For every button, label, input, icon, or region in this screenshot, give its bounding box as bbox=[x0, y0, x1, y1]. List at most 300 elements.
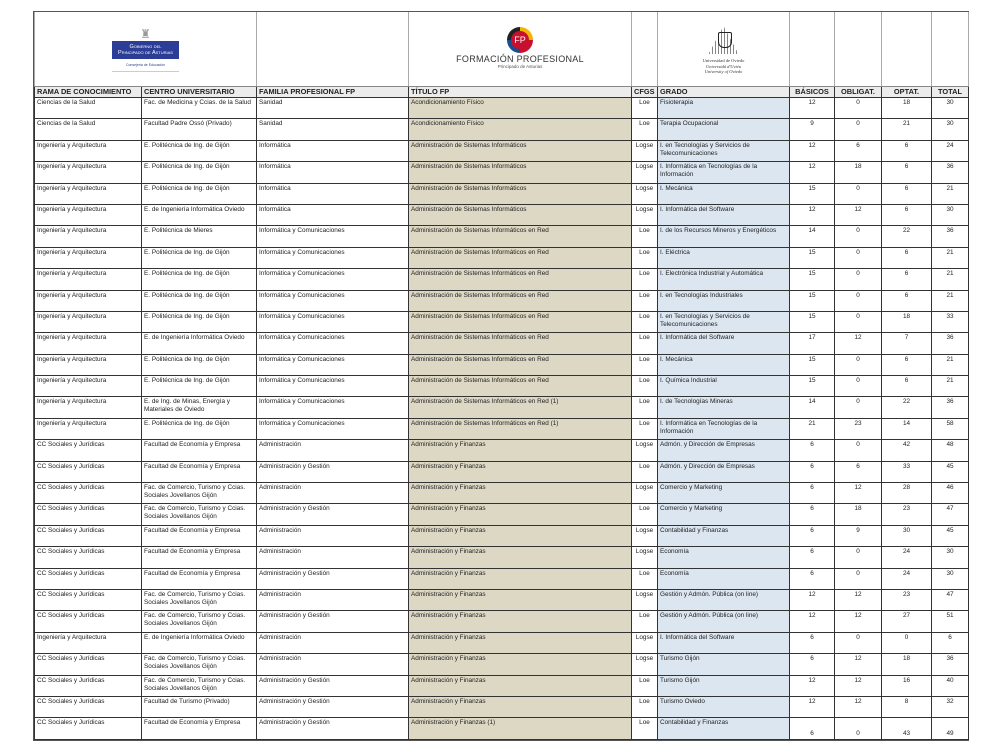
familia-cell[interactable]: Administración bbox=[257, 632, 409, 653]
grado-cell[interactable]: I. en Tecnologías y Servicios de Telecomunicaciones bbox=[658, 140, 790, 161]
rama-cell[interactable]: Ingeniería y Arquitectura bbox=[35, 247, 142, 268]
grado-cell[interactable]: I. Mecánica bbox=[658, 183, 790, 204]
obligat-cell[interactable]: 23 bbox=[835, 418, 882, 439]
optat-cell[interactable]: 23 bbox=[882, 589, 932, 610]
optat-cell[interactable]: 21 bbox=[882, 119, 932, 140]
total-cell[interactable]: 47 bbox=[932, 589, 969, 610]
rama-cell[interactable]: CC Sociales y Jurídicas bbox=[35, 568, 142, 589]
basicos-cell[interactable]: 12 bbox=[790, 140, 835, 161]
grado-cell[interactable]: I. Eléctrica bbox=[658, 247, 790, 268]
titulo-cell[interactable]: Administración de Sistemas Informáticos en Red bbox=[409, 226, 632, 247]
centro-cell[interactable]: Fac. de Comercio, Turismo y Ccias. Sociales Jovellanos Gijón bbox=[142, 675, 257, 696]
total-cell[interactable]: 30 bbox=[932, 98, 969, 119]
grado-cell[interactable]: Gestión y Admón. Pública (on line) bbox=[658, 611, 790, 632]
total-cell[interactable]: 33 bbox=[932, 311, 969, 332]
grado-cell[interactable]: I. Informática en Tecnologías de la Información bbox=[658, 162, 790, 183]
rama-cell[interactable]: Ingeniería y Arquitectura bbox=[35, 183, 142, 204]
grado-cell[interactable]: Admón. y Dirección de Empresas bbox=[658, 461, 790, 482]
grado-cell[interactable]: I. Informática en Tecnologías de la Información bbox=[658, 418, 790, 439]
total-cell[interactable]: 48 bbox=[932, 440, 969, 461]
rama-cell[interactable]: CC Sociales y Jurídicas bbox=[35, 654, 142, 675]
obligat-cell[interactable]: 0 bbox=[835, 354, 882, 375]
centro-cell[interactable]: E. Politécnica de Ing. de Gijón bbox=[142, 376, 257, 397]
basicos-cell[interactable]: 6 bbox=[790, 568, 835, 589]
optat-cell[interactable]: 22 bbox=[882, 226, 932, 247]
total-cell[interactable]: 40 bbox=[932, 675, 969, 696]
titulo-cell[interactable]: Administración de Sistemas Informáticos en Red bbox=[409, 354, 632, 375]
centro-cell[interactable]: Fac. de Comercio, Turismo y Ccias. Sociales Jovellanos Gijón bbox=[142, 654, 257, 675]
familia-cell[interactable]: Administración bbox=[257, 483, 409, 504]
total-cell[interactable]: 45 bbox=[932, 461, 969, 482]
grado-cell[interactable]: I. Electrónica Industrial y Automática bbox=[658, 269, 790, 290]
total-cell[interactable]: 58 bbox=[932, 418, 969, 439]
cfgs-cell[interactable]: Loe bbox=[632, 119, 658, 140]
titulo-cell[interactable]: Acondicionamiento Físico bbox=[409, 119, 632, 140]
basicos-cell[interactable]: 6 bbox=[790, 440, 835, 461]
cfgs-cell[interactable]: Loe bbox=[632, 696, 658, 717]
centro-cell[interactable]: Fac. de Comercio, Turismo y Ccias. Sociales Jovellanos Gijón bbox=[142, 611, 257, 632]
cfgs-cell[interactable]: Loe bbox=[632, 675, 658, 696]
obligat-cell[interactable]: 9 bbox=[835, 525, 882, 546]
rama-cell[interactable]: Ingeniería y Arquitectura bbox=[35, 140, 142, 161]
cfgs-cell[interactable]: Loe bbox=[632, 718, 658, 739]
total-cell[interactable]: 46 bbox=[932, 483, 969, 504]
rama-cell[interactable]: Ingeniería y Arquitectura bbox=[35, 311, 142, 332]
basicos-cell[interactable]: 15 bbox=[790, 376, 835, 397]
obligat-cell[interactable]: 12 bbox=[835, 611, 882, 632]
grado-cell[interactable]: I. Informática del Software bbox=[658, 333, 790, 354]
optat-cell[interactable]: 18 bbox=[882, 98, 932, 119]
optat-cell[interactable]: 24 bbox=[882, 547, 932, 568]
cfgs-cell[interactable]: Logse bbox=[632, 204, 658, 225]
titulo-cell[interactable]: Administración de Sistemas Informáticos en Red bbox=[409, 247, 632, 268]
titulo-cell[interactable]: Administración de Sistemas Informáticos bbox=[409, 204, 632, 225]
total-cell[interactable]: 32 bbox=[932, 696, 969, 717]
centro-cell[interactable]: Fac. de Comercio, Turismo y Ccias. Sociales Jovellanos Gijón bbox=[142, 504, 257, 525]
total-cell[interactable]: 30 bbox=[932, 547, 969, 568]
centro-cell[interactable]: Fac. de Comercio, Turismo y Ccias. Sociales Jovellanos Gijón bbox=[142, 589, 257, 610]
total-cell[interactable]: 30 bbox=[932, 119, 969, 140]
cfgs-cell[interactable]: Logse bbox=[632, 589, 658, 610]
basicos-cell[interactable]: 14 bbox=[790, 226, 835, 247]
grado-cell[interactable]: Turismo Gijón bbox=[658, 675, 790, 696]
obligat-cell[interactable]: 6 bbox=[835, 461, 882, 482]
optat-cell[interactable]: 33 bbox=[882, 461, 932, 482]
titulo-cell[interactable]: Administración de Sistemas Informáticos en Red bbox=[409, 333, 632, 354]
basicos-cell[interactable]: 12 bbox=[790, 98, 835, 119]
optat-cell[interactable]: 14 bbox=[882, 418, 932, 439]
cfgs-cell[interactable]: Loe bbox=[632, 333, 658, 354]
titulo-cell[interactable]: Administración de Sistemas Informáticos bbox=[409, 162, 632, 183]
basicos-cell[interactable]: 15 bbox=[790, 290, 835, 311]
rama-cell[interactable]: CC Sociales y Jurídicas bbox=[35, 461, 142, 482]
optat-cell[interactable]: 22 bbox=[882, 397, 932, 418]
rama-cell[interactable]: Ingeniería y Arquitectura bbox=[35, 397, 142, 418]
cfgs-cell[interactable]: Loe bbox=[632, 354, 658, 375]
centro-cell[interactable]: E. Politécnica de Mieres bbox=[142, 226, 257, 247]
titulo-cell[interactable]: Administración y Finanzas bbox=[409, 589, 632, 610]
obligat-cell[interactable]: 12 bbox=[835, 696, 882, 717]
titulo-cell[interactable]: Administración y Finanzas bbox=[409, 525, 632, 546]
basicos-cell[interactable]: 15 bbox=[790, 354, 835, 375]
titulo-cell[interactable]: Administración de Sistemas Informáticos en Red bbox=[409, 311, 632, 332]
total-cell[interactable]: 21 bbox=[932, 354, 969, 375]
titulo-cell[interactable]: Acondicionamiento Físico bbox=[409, 98, 632, 119]
obligat-cell[interactable]: 0 bbox=[835, 247, 882, 268]
rama-cell[interactable]: Ingeniería y Arquitectura bbox=[35, 418, 142, 439]
total-cell[interactable]: 24 bbox=[932, 140, 969, 161]
familia-cell[interactable]: Informática bbox=[257, 183, 409, 204]
centro-cell[interactable]: E. de Ingeniería Informática Oviedo bbox=[142, 632, 257, 653]
centro-cell[interactable]: E. Politécnica de Ing. de Gijón bbox=[142, 140, 257, 161]
total-cell[interactable]: 45 bbox=[932, 525, 969, 546]
obligat-cell[interactable]: 18 bbox=[835, 504, 882, 525]
cfgs-cell[interactable]: Logse bbox=[632, 183, 658, 204]
obligat-cell[interactable]: 0 bbox=[835, 98, 882, 119]
familia-cell[interactable]: Administración y Gestión bbox=[257, 504, 409, 525]
optat-cell[interactable]: 6 bbox=[882, 140, 932, 161]
optat-cell[interactable]: 6 bbox=[882, 247, 932, 268]
rama-cell[interactable]: CC Sociales y Jurídicas bbox=[35, 696, 142, 717]
total-cell[interactable]: 21 bbox=[932, 376, 969, 397]
grado-cell[interactable]: Contabilidad y Finanzas bbox=[658, 718, 790, 739]
grado-cell[interactable]: I. de los Recursos Mineros y Energéticos bbox=[658, 226, 790, 247]
centro-cell[interactable]: E. Politécnica de Ing. de Gijón bbox=[142, 354, 257, 375]
centro-cell[interactable]: Facultad de Economía y Empresa bbox=[142, 718, 257, 739]
basicos-cell[interactable]: 12 bbox=[790, 204, 835, 225]
total-cell[interactable]: 36 bbox=[932, 162, 969, 183]
centro-cell[interactable]: Fac. de Comercio, Turismo y Ccias. Sociales Jovellanos Gijón bbox=[142, 483, 257, 504]
centro-cell[interactable]: E. Politécnica de Ing. de Gijón bbox=[142, 311, 257, 332]
basicos-cell[interactable]: 12 bbox=[790, 162, 835, 183]
familia-cell[interactable]: Administración y Gestión bbox=[257, 461, 409, 482]
familia-cell[interactable]: Informática bbox=[257, 162, 409, 183]
rama-cell[interactable]: CC Sociales y Jurídicas bbox=[35, 504, 142, 525]
obligat-cell[interactable]: 12 bbox=[835, 204, 882, 225]
rama-cell[interactable]: Ciencias de la Salud bbox=[35, 98, 142, 119]
basicos-cell[interactable]: 12 bbox=[790, 696, 835, 717]
obligat-cell[interactable]: 0 bbox=[835, 440, 882, 461]
titulo-cell[interactable]: Administración de Sistemas Informáticos bbox=[409, 140, 632, 161]
grado-cell[interactable]: Comercio y Marketing bbox=[658, 504, 790, 525]
centro-cell[interactable]: Facultad de Economía y Empresa bbox=[142, 440, 257, 461]
optat-cell[interactable]: 18 bbox=[882, 654, 932, 675]
titulo-cell[interactable]: Administración de Sistemas Informáticos en Red (1) bbox=[409, 418, 632, 439]
familia-cell[interactable]: Sanidad bbox=[257, 98, 409, 119]
familia-cell[interactable]: Informática bbox=[257, 140, 409, 161]
total-cell[interactable]: 49 bbox=[932, 718, 969, 739]
familia-cell[interactable]: Administración bbox=[257, 547, 409, 568]
basicos-cell[interactable]: 12 bbox=[790, 589, 835, 610]
familia-cell[interactable]: Administración y Gestión bbox=[257, 718, 409, 739]
cfgs-cell[interactable]: Loe bbox=[632, 290, 658, 311]
rama-cell[interactable]: CC Sociales y Jurídicas bbox=[35, 611, 142, 632]
total-cell[interactable]: 51 bbox=[932, 611, 969, 632]
obligat-cell[interactable]: 0 bbox=[835, 269, 882, 290]
basicos-cell[interactable]: 9 bbox=[790, 119, 835, 140]
obligat-cell[interactable]: 18 bbox=[835, 162, 882, 183]
familia-cell[interactable]: Administración y Gestión bbox=[257, 568, 409, 589]
cfgs-cell[interactable]: Logse bbox=[632, 547, 658, 568]
cfgs-cell[interactable]: Loe bbox=[632, 247, 658, 268]
cfgs-cell[interactable]: Loe bbox=[632, 376, 658, 397]
cfgs-cell[interactable]: Logse bbox=[632, 162, 658, 183]
basicos-cell[interactable]: 15 bbox=[790, 311, 835, 332]
total-cell[interactable]: 47 bbox=[932, 504, 969, 525]
grado-cell[interactable]: Turismo Gijón bbox=[658, 654, 790, 675]
familia-cell[interactable]: Administración bbox=[257, 654, 409, 675]
obligat-cell[interactable]: 0 bbox=[835, 226, 882, 247]
titulo-cell[interactable]: Administración de Sistemas Informáticos bbox=[409, 183, 632, 204]
grado-cell[interactable]: I. en Tecnologías Industriales bbox=[658, 290, 790, 311]
total-cell[interactable]: 36 bbox=[932, 397, 969, 418]
cfgs-cell[interactable]: Logse bbox=[632, 440, 658, 461]
obligat-cell[interactable]: 0 bbox=[835, 290, 882, 311]
titulo-cell[interactable]: Administración de Sistemas Informáticos en Red bbox=[409, 269, 632, 290]
total-cell[interactable]: 36 bbox=[932, 333, 969, 354]
basicos-cell[interactable]: 15 bbox=[790, 183, 835, 204]
optat-cell[interactable]: 28 bbox=[882, 483, 932, 504]
obligat-cell[interactable]: 12 bbox=[835, 675, 882, 696]
titulo-cell[interactable]: Administración y Finanzas bbox=[409, 632, 632, 653]
total-cell[interactable]: 21 bbox=[932, 183, 969, 204]
basicos-cell[interactable]: 12 bbox=[790, 611, 835, 632]
rama-cell[interactable]: Ingeniería y Arquitectura bbox=[35, 204, 142, 225]
rama-cell[interactable]: CC Sociales y Jurídicas bbox=[35, 440, 142, 461]
optat-cell[interactable]: 6 bbox=[882, 269, 932, 290]
basicos-cell[interactable]: 6 bbox=[790, 461, 835, 482]
titulo-cell[interactable]: Administración y Finanzas bbox=[409, 568, 632, 589]
optat-cell[interactable]: 6 bbox=[882, 290, 932, 311]
grado-cell[interactable]: Terapia Ocupacional bbox=[658, 119, 790, 140]
rama-cell[interactable]: Ingeniería y Arquitectura bbox=[35, 290, 142, 311]
cfgs-cell[interactable]: Logse bbox=[632, 483, 658, 504]
optat-cell[interactable]: 30 bbox=[882, 525, 932, 546]
familia-cell[interactable]: Informática y Comunicaciones bbox=[257, 269, 409, 290]
familia-cell[interactable]: Informática y Comunicaciones bbox=[257, 354, 409, 375]
familia-cell[interactable]: Informática bbox=[257, 204, 409, 225]
familia-cell[interactable]: Informática y Comunicaciones bbox=[257, 397, 409, 418]
total-cell[interactable]: 21 bbox=[932, 269, 969, 290]
titulo-cell[interactable]: Administración y Finanzas bbox=[409, 547, 632, 568]
centro-cell[interactable]: Facultad Padre Ossó (Privado) bbox=[142, 119, 257, 140]
centro-cell[interactable]: E. Politécnica de Ing. de Gijón bbox=[142, 183, 257, 204]
titulo-cell[interactable]: Administración y Finanzas bbox=[409, 611, 632, 632]
grado-cell[interactable]: Gestión y Admón. Pública (on line) bbox=[658, 589, 790, 610]
rama-cell[interactable]: CC Sociales y Jurídicas bbox=[35, 589, 142, 610]
obligat-cell[interactable]: 12 bbox=[835, 589, 882, 610]
centro-cell[interactable]: E. Politécnica de Ing. de Gijón bbox=[142, 269, 257, 290]
rama-cell[interactable]: Ingeniería y Arquitectura bbox=[35, 226, 142, 247]
obligat-cell[interactable]: 0 bbox=[835, 397, 882, 418]
grado-cell[interactable]: Comercio y Marketing bbox=[658, 483, 790, 504]
familia-cell[interactable]: Informática y Comunicaciones bbox=[257, 226, 409, 247]
optat-cell[interactable]: 6 bbox=[882, 162, 932, 183]
familia-cell[interactable]: Informática y Comunicaciones bbox=[257, 333, 409, 354]
obligat-cell[interactable]: 12 bbox=[835, 654, 882, 675]
rama-cell[interactable]: CC Sociales y Jurídicas bbox=[35, 718, 142, 739]
cfgs-cell[interactable]: Loe bbox=[632, 397, 658, 418]
rama-cell[interactable]: Ingeniería y Arquitectura bbox=[35, 333, 142, 354]
grado-cell[interactable]: I. Mecánica bbox=[658, 354, 790, 375]
centro-cell[interactable]: Facultad de Economía y Empresa bbox=[142, 525, 257, 546]
total-cell[interactable]: 36 bbox=[932, 226, 969, 247]
basicos-cell[interactable]: 6 bbox=[790, 547, 835, 568]
titulo-cell[interactable]: Administración y Finanzas bbox=[409, 483, 632, 504]
grado-cell[interactable]: Economía bbox=[658, 568, 790, 589]
obligat-cell[interactable]: 6 bbox=[835, 140, 882, 161]
obligat-cell[interactable]: 0 bbox=[835, 119, 882, 140]
grado-cell[interactable]: Economía bbox=[658, 547, 790, 568]
optat-cell[interactable]: 6 bbox=[882, 183, 932, 204]
total-cell[interactable]: 36 bbox=[932, 654, 969, 675]
rama-cell[interactable]: Ingeniería y Arquitectura bbox=[35, 632, 142, 653]
cfgs-cell[interactable]: Loe bbox=[632, 311, 658, 332]
cfgs-cell[interactable]: Logse bbox=[632, 140, 658, 161]
centro-cell[interactable]: E. de Ingeniería Informática Oviedo bbox=[142, 333, 257, 354]
obligat-cell[interactable]: 0 bbox=[835, 568, 882, 589]
cfgs-cell[interactable]: Loe bbox=[632, 98, 658, 119]
cfgs-cell[interactable]: Loe bbox=[632, 611, 658, 632]
obligat-cell[interactable]: 0 bbox=[835, 632, 882, 653]
familia-cell[interactable]: Administración y Gestión bbox=[257, 611, 409, 632]
obligat-cell[interactable]: 0 bbox=[835, 183, 882, 204]
titulo-cell[interactable]: Administración y Finanzas bbox=[409, 440, 632, 461]
cfgs-cell[interactable]: Loe bbox=[632, 461, 658, 482]
familia-cell[interactable]: Administración y Gestión bbox=[257, 675, 409, 696]
cfgs-cell[interactable]: Loe bbox=[632, 568, 658, 589]
optat-cell[interactable]: 0 bbox=[882, 632, 932, 653]
obligat-cell[interactable]: 12 bbox=[835, 333, 882, 354]
familia-cell[interactable]: Informática y Comunicaciones bbox=[257, 290, 409, 311]
titulo-cell[interactable]: Administración de Sistemas Informáticos en Red (1) bbox=[409, 397, 632, 418]
cfgs-cell[interactable]: Logse bbox=[632, 525, 658, 546]
titulo-cell[interactable]: Administración y Finanzas bbox=[409, 696, 632, 717]
familia-cell[interactable]: Informática y Comunicaciones bbox=[257, 376, 409, 397]
centro-cell[interactable]: Facultad de Economía y Empresa bbox=[142, 461, 257, 482]
familia-cell[interactable]: Informática y Comunicaciones bbox=[257, 311, 409, 332]
titulo-cell[interactable]: Administración y Finanzas bbox=[409, 654, 632, 675]
familia-cell[interactable]: Informática y Comunicaciones bbox=[257, 418, 409, 439]
grado-cell[interactable]: Admón. y Dirección de Empresas bbox=[658, 440, 790, 461]
cfgs-cell[interactable]: Loe bbox=[632, 504, 658, 525]
optat-cell[interactable]: 24 bbox=[882, 568, 932, 589]
total-cell[interactable]: 21 bbox=[932, 290, 969, 311]
centro-cell[interactable]: E. Politécnica de Ing. de Gijón bbox=[142, 418, 257, 439]
grado-cell[interactable]: Fisioterapia bbox=[658, 98, 790, 119]
rama-cell[interactable]: CC Sociales y Jurídicas bbox=[35, 547, 142, 568]
optat-cell[interactable]: 18 bbox=[882, 311, 932, 332]
optat-cell[interactable]: 43 bbox=[882, 718, 932, 739]
optat-cell[interactable]: 6 bbox=[882, 354, 932, 375]
total-cell[interactable]: 6 bbox=[932, 632, 969, 653]
basicos-cell[interactable]: 14 bbox=[790, 397, 835, 418]
titulo-cell[interactable]: Administración y Finanzas bbox=[409, 461, 632, 482]
optat-cell[interactable]: 23 bbox=[882, 504, 932, 525]
centro-cell[interactable]: Facultad de Economía y Empresa bbox=[142, 547, 257, 568]
centro-cell[interactable]: Facultad de Economía y Empresa bbox=[142, 568, 257, 589]
centro-cell[interactable]: E. de Ing. de Minas, Energía y Materiales de Oviedo bbox=[142, 397, 257, 418]
cfgs-cell[interactable]: Loe bbox=[632, 269, 658, 290]
basicos-cell[interactable]: 6 bbox=[790, 525, 835, 546]
familia-cell[interactable]: Administración y Gestión bbox=[257, 696, 409, 717]
familia-cell[interactable]: Sanidad bbox=[257, 119, 409, 140]
rama-cell[interactable]: Ingeniería y Arquitectura bbox=[35, 162, 142, 183]
obligat-cell[interactable]: 0 bbox=[835, 547, 882, 568]
rama-cell[interactable]: CC Sociales y Jurídicas bbox=[35, 525, 142, 546]
rama-cell[interactable]: Ingeniería y Arquitectura bbox=[35, 354, 142, 375]
basicos-cell[interactable]: 12 bbox=[790, 675, 835, 696]
rama-cell[interactable]: Ingeniería y Arquitectura bbox=[35, 269, 142, 290]
cfgs-cell[interactable]: Logse bbox=[632, 654, 658, 675]
rama-cell[interactable]: CC Sociales y Jurídicas bbox=[35, 483, 142, 504]
basicos-cell[interactable]: 15 bbox=[790, 269, 835, 290]
total-cell[interactable]: 21 bbox=[932, 247, 969, 268]
grado-cell[interactable]: I. Química Industrial bbox=[658, 376, 790, 397]
basicos-cell[interactable]: 17 bbox=[790, 333, 835, 354]
centro-cell[interactable]: E. de Ingeniería Informática Oviedo bbox=[142, 204, 257, 225]
grado-cell[interactable]: Contabilidad y Finanzas bbox=[658, 525, 790, 546]
optat-cell[interactable]: 27 bbox=[882, 611, 932, 632]
optat-cell[interactable]: 42 bbox=[882, 440, 932, 461]
cfgs-cell[interactable]: Loe bbox=[632, 226, 658, 247]
rama-cell[interactable]: Ingeniería y Arquitectura bbox=[35, 376, 142, 397]
titulo-cell[interactable]: Administración de Sistemas Informáticos en Red bbox=[409, 376, 632, 397]
basicos-cell[interactable]: 6 bbox=[790, 654, 835, 675]
cfgs-cell[interactable]: Loe bbox=[632, 418, 658, 439]
grado-cell[interactable]: Turismo Oviedo bbox=[658, 696, 790, 717]
titulo-cell[interactable]: Administración y Finanzas (1) bbox=[409, 718, 632, 739]
basicos-cell[interactable]: 6 bbox=[790, 504, 835, 525]
obligat-cell[interactable]: 0 bbox=[835, 376, 882, 397]
obligat-cell[interactable]: 0 bbox=[835, 718, 882, 739]
basicos-cell[interactable]: 15 bbox=[790, 247, 835, 268]
grado-cell[interactable]: I. de Tecnologías Mineras bbox=[658, 397, 790, 418]
titulo-cell[interactable]: Administración de Sistemas Informáticos en Red bbox=[409, 290, 632, 311]
rama-cell[interactable]: Ciencias de la Salud bbox=[35, 119, 142, 140]
rama-cell[interactable]: CC Sociales y Jurídicas bbox=[35, 675, 142, 696]
centro-cell[interactable]: Fac. de Medicina y Ccias. de la Salud bbox=[142, 98, 257, 119]
familia-cell[interactable]: Administración bbox=[257, 440, 409, 461]
cfgs-cell[interactable]: Logse bbox=[632, 632, 658, 653]
centro-cell[interactable]: Facultad de Turismo (Privado) bbox=[142, 696, 257, 717]
optat-cell[interactable]: 7 bbox=[882, 333, 932, 354]
familia-cell[interactable]: Administración bbox=[257, 589, 409, 610]
optat-cell[interactable]: 6 bbox=[882, 204, 932, 225]
titulo-cell[interactable]: Administración y Finanzas bbox=[409, 675, 632, 696]
grado-cell[interactable]: I. Informática del Software bbox=[658, 204, 790, 225]
centro-cell[interactable]: E. Politécnica de Ing. de Gijón bbox=[142, 290, 257, 311]
basicos-cell[interactable]: 6 bbox=[790, 483, 835, 504]
optat-cell[interactable]: 6 bbox=[882, 376, 932, 397]
basicos-cell[interactable]: 21 bbox=[790, 418, 835, 439]
centro-cell[interactable]: E. Politécnica de Ing. de Gijón bbox=[142, 162, 257, 183]
obligat-cell[interactable]: 12 bbox=[835, 483, 882, 504]
total-cell[interactable]: 30 bbox=[932, 568, 969, 589]
familia-cell[interactable]: Informática y Comunicaciones bbox=[257, 247, 409, 268]
total-cell[interactable]: 30 bbox=[932, 204, 969, 225]
obligat-cell[interactable]: 0 bbox=[835, 311, 882, 332]
grado-cell[interactable]: I. en Tecnologías y Servicios de Telecomunicaciones bbox=[658, 311, 790, 332]
basicos-cell[interactable]: 6 bbox=[790, 632, 835, 653]
centro-cell[interactable]: E. Politécnica de Ing. de Gijón bbox=[142, 247, 257, 268]
titulo-cell[interactable]: Administración y Finanzas bbox=[409, 504, 632, 525]
grado-cell[interactable]: I. Informática del Software bbox=[658, 632, 790, 653]
optat-cell[interactable]: 16 bbox=[882, 675, 932, 696]
familia-cell[interactable]: Administración bbox=[257, 525, 409, 546]
basicos-cell[interactable]: 6 bbox=[790, 718, 835, 739]
optat-cell[interactable]: 8 bbox=[882, 696, 932, 717]
